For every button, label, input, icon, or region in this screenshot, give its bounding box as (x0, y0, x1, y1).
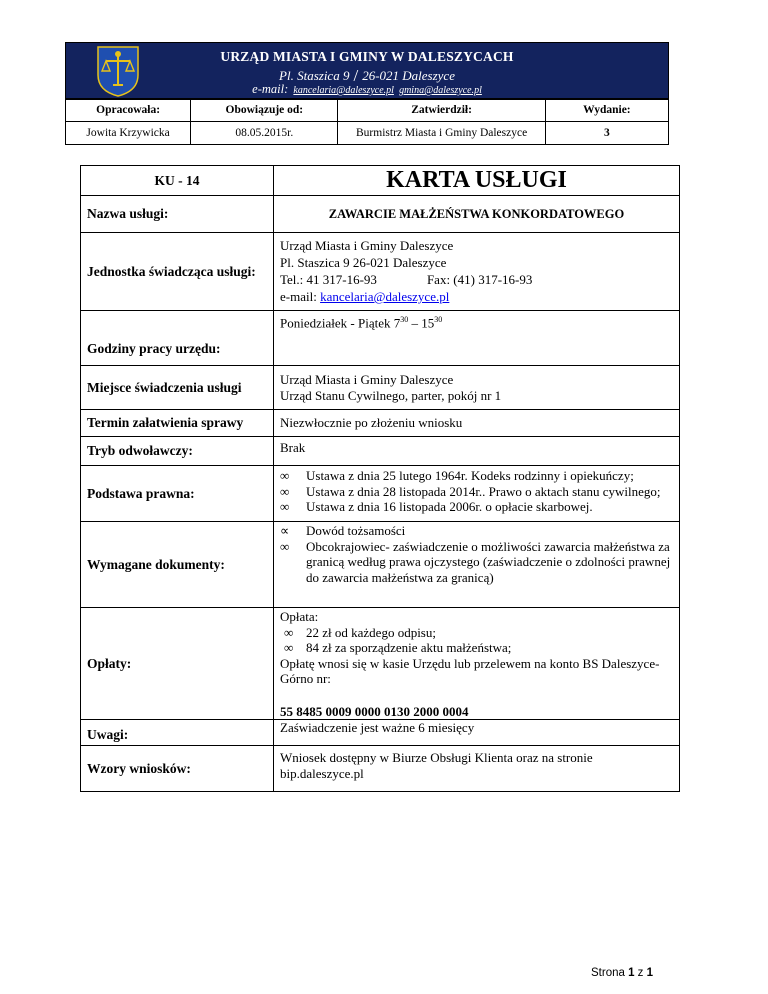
info-value-cell: 08.05.2015r. (191, 122, 338, 145)
unit-label: Jednostka świadcząca usługi: (81, 233, 274, 311)
unit-email-label: e-mail: (280, 289, 317, 304)
fees-item-text: 84 zł za sporządzenie aktu małżeństwa; (306, 640, 512, 655)
footer-prefix: Strona (591, 967, 629, 979)
fees-intro: Opłata: (280, 609, 319, 624)
hours-sup: 30 (434, 315, 443, 324)
bullet-icon: ∞ (280, 538, 290, 554)
legal-value (274, 466, 680, 522)
service-name-label: Nazwa usługi: (81, 196, 274, 233)
footer-of: z (634, 967, 647, 979)
unit-fax: Fax: (41) 317-16-93 (426, 272, 533, 287)
list-item (280, 468, 673, 484)
document-info-table (65, 98, 669, 145)
place-line: Urząd Miasta i Gminy Daleszyce (280, 371, 454, 387)
card-title: KARTA USŁUGI (274, 166, 680, 196)
hours-text: Poniedziałek - Piątek 7 (280, 315, 401, 331)
unit-line: Urząd Miasta i Gminy Daleszyce (280, 238, 454, 253)
email-link-gmina[interactable]: gmina@daleszyce.pl (399, 85, 482, 96)
header-banner (65, 42, 669, 100)
info-value-cell: 3 (545, 122, 668, 145)
list-item (280, 539, 673, 586)
legal-row (81, 466, 680, 522)
list-item (280, 523, 673, 539)
footer-page: 1 (628, 967, 635, 979)
info-value-cell: Jowita Krzywicka (66, 122, 191, 145)
bullet-icon: ∝ (280, 523, 290, 538)
docs-item-text: Obcokrajowiec- zaświadczenie o możliwości zawarcia małżeństwa za granicą według prawa ojczystego (zaświadczenie o zdolności prawnej do zawarcia małżeństwa za granicą) (306, 538, 671, 585)
office-emails (66, 82, 668, 97)
info-header-cell: Obowiązuje od: (191, 99, 338, 122)
unit-line: Pl. Staszica 9 26-021 Daleszyce (280, 255, 447, 270)
bank-account: 55 8485 0009 0000 0130 2000 0004 (280, 703, 469, 719)
address-city: 26-021 Daleszyce (362, 68, 455, 83)
hours-value (274, 311, 680, 366)
service-card-table (80, 165, 680, 792)
card-code: KU - 14 (81, 166, 274, 196)
address-street: Pl. Staszica 9 (279, 68, 350, 83)
unit-phone-line (280, 271, 673, 288)
list-item (284, 625, 673, 641)
unit-tel: Tel.: 41 317-16-93 (280, 272, 377, 287)
email-label: e-mail: (252, 82, 289, 96)
service-name-row (81, 196, 680, 233)
hours-row (81, 311, 680, 366)
legal-item-text: Ustawa z dnia 25 lutego 1964r. Kodeks rodzinny i opiekuńczy; (306, 468, 634, 483)
unit-value (274, 233, 680, 311)
docs-list (280, 523, 673, 585)
docs-label: Wymagane dokumenty: (81, 522, 274, 608)
info-header-cell: Zatwierdził: (338, 99, 545, 122)
bullet-icon: ∞ (284, 624, 294, 640)
place-line: Urząd Stanu Cywilnego, parter, pokój nr 1 (280, 387, 502, 403)
notes-label: Uwagi: (81, 720, 274, 746)
info-value-cell: Burmistrz Miasta i Gminy Daleszyce (338, 122, 545, 145)
notes-row (81, 720, 680, 746)
notes-value: Zaświadczenie jest ważne 6 miesięcy (274, 720, 680, 746)
fees-list (280, 625, 673, 656)
legal-list (280, 468, 673, 515)
service-name-value: ZAWARCIE MAŁŻEŃSTWA KONKORDATOWEGO (274, 196, 680, 233)
list-item (280, 484, 673, 500)
appeal-value: Brak (274, 437, 680, 466)
hours-label: Godziny pracy urzędu: (81, 311, 274, 366)
unit-email-line (280, 288, 673, 305)
info-header-cell: Opracowała: (66, 99, 191, 122)
term-label: Termin załatwienia sprawy (81, 410, 274, 437)
legal-item-text: Ustawa z dnia 16 listopada 2006r. o opłacie skarbowej. (306, 499, 593, 514)
office-name: URZĄD MIASTA I GMINY W DALESZYCACH (220, 49, 514, 64)
docs-item-text: Dowód tożsamości (306, 523, 406, 538)
fees-value (274, 608, 680, 720)
fees-label: Opłaty: (81, 608, 274, 720)
info-value-row (66, 122, 669, 145)
term-row (81, 410, 680, 437)
unit-email-link[interactable]: kancelaria@daleszyce.pl (320, 289, 450, 304)
unit-row (81, 233, 680, 311)
hours-mid: – 15 (408, 315, 435, 331)
legal-item-text: Ustawa z dnia 28 listopada 2014r.. Prawo o aktach stanu cywilnego; (306, 483, 661, 499)
hours-sup: 30 (400, 315, 409, 324)
docs-row (81, 522, 680, 608)
bullet-icon: ∞ (280, 483, 290, 499)
fees-row (81, 608, 680, 720)
info-header-cell: Wydanie: (545, 99, 668, 122)
term-value: Niezwłocznie po złożeniu wniosku (274, 410, 680, 437)
bullet-icon: ∞ (284, 640, 294, 655)
forms-value: Wniosek dostępny w Biurze Obsługi Klienta oraz na stronie bip.daleszyce.pl (274, 746, 680, 792)
forms-row (81, 746, 680, 792)
card-title-row (81, 166, 680, 196)
forms-label: Wzory wniosków: (81, 746, 274, 792)
address-separator: / (353, 66, 359, 85)
bullet-icon: ∞ (280, 468, 290, 483)
appeal-label: Tryb odwoławczy: (81, 437, 274, 466)
fees-note: Opłatę wnosi się w kasie Urzędu lub przelewem na konto BS Daleszyce-Górno nr: (280, 655, 660, 686)
list-item (284, 640, 673, 656)
info-header-row (66, 99, 669, 122)
fees-item-text: 22 zł od każdego odpisu; (306, 624, 436, 640)
bullet-icon: ∞ (280, 499, 290, 514)
docs-value (274, 522, 680, 608)
place-value (274, 366, 680, 410)
footer-total: 1 (646, 967, 654, 979)
place-label: Miejsce świadczenia usługi (81, 366, 274, 410)
email-link-kancelaria[interactable]: kancelaria@daleszyce.pl (293, 85, 394, 96)
place-row (81, 366, 680, 410)
page-footer (591, 967, 653, 979)
appeal-row (81, 437, 680, 466)
list-item (280, 499, 673, 515)
legal-label: Podstawa prawna: (81, 466, 274, 522)
